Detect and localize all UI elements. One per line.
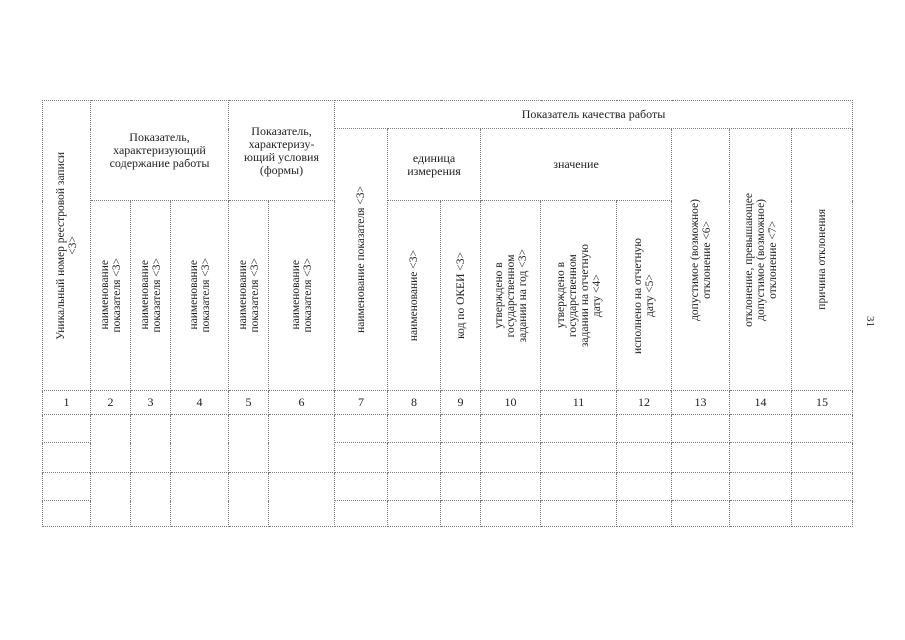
- table-cell: [171, 473, 229, 527]
- header-approved-date: утверждено в государственном задании на отчетную дату <4>: [541, 201, 617, 391]
- column-number: 6: [269, 391, 335, 415]
- column-number-row: [43, 391, 853, 415]
- header-col5: наименование показателя <3>: [229, 201, 269, 391]
- header-col2: наименование показателя <3>: [91, 201, 131, 391]
- column-number: 5: [229, 391, 269, 415]
- table-cell: [541, 443, 617, 473]
- header-unit-name: наименование <3>: [388, 201, 441, 391]
- header-registry-number: Уникальный номер реестровой записи <3>: [43, 101, 91, 391]
- table-cell: [43, 443, 91, 473]
- table-cell: [91, 415, 131, 473]
- table-cell: [730, 415, 792, 443]
- table-cell: [617, 415, 672, 443]
- table-cell: [335, 443, 388, 473]
- quality-indicators-table: [42, 100, 853, 527]
- column-number: 13: [672, 391, 730, 415]
- table-cell: [672, 501, 730, 527]
- table-cell: [388, 501, 441, 527]
- table-cell: [171, 415, 229, 473]
- table-cell: [335, 415, 388, 443]
- table-cell: [388, 415, 441, 443]
- header-col6: наименование показателя <3>: [269, 201, 335, 391]
- table-cell: [792, 415, 853, 443]
- header-okei-code: код по ОКЕИ <3>: [441, 201, 481, 391]
- column-number: 8: [388, 391, 441, 415]
- column-number: 2: [91, 391, 131, 415]
- table-cell: [481, 415, 541, 443]
- table-cell: [441, 415, 481, 443]
- table-cell: [335, 473, 388, 501]
- table-cell: [91, 473, 131, 527]
- column-number: 4: [171, 391, 229, 415]
- column-number: 7: [335, 391, 388, 415]
- header-executed-date: исполнено на отчетную дату <5>: [617, 201, 672, 391]
- column-number: 9: [441, 391, 481, 415]
- table-cell: [541, 415, 617, 443]
- table-cell: [617, 501, 672, 527]
- table-cell: [792, 501, 853, 527]
- table-cell: [541, 473, 617, 501]
- table-cell: [617, 473, 672, 501]
- table-cell: [481, 473, 541, 501]
- column-number: 10: [481, 391, 541, 415]
- header-allowed-deviation: допустимое (возможное) отклонение <6>: [672, 129, 730, 391]
- header-indicator-name: наименование показателя <3>: [335, 129, 388, 391]
- table-cell: [672, 443, 730, 473]
- header-conditions-indicator: Показатель, характеризу- ющий условия (формы): [229, 101, 335, 201]
- header-content-indicator: Показатель, характеризующий содержание работы: [91, 101, 229, 201]
- table-cell: [481, 443, 541, 473]
- table-cell: [43, 501, 91, 527]
- table-cell: [229, 473, 269, 527]
- table-cell: [229, 415, 269, 473]
- table-row: [43, 473, 853, 501]
- table-cell: [269, 415, 335, 473]
- column-number: 12: [617, 391, 672, 415]
- page-number: 31: [864, 316, 876, 327]
- table-cell: [441, 473, 481, 501]
- table-cell: [481, 501, 541, 527]
- table-cell: [43, 415, 91, 443]
- header-deviation-reason: причина отклонения: [792, 129, 853, 391]
- table-cell: [730, 473, 792, 501]
- table-cell: [792, 443, 853, 473]
- table-cell: [269, 473, 335, 527]
- table-cell: [617, 443, 672, 473]
- table-cell: [730, 501, 792, 527]
- header-exceeding-deviation: отклонение, превышающее допустимое (возможное) отклонение <7>: [730, 129, 792, 391]
- table-row: [43, 415, 853, 443]
- table-cell: [335, 501, 388, 527]
- header-quality-indicator: Показатель качества работы: [335, 101, 853, 129]
- table-cell: [730, 443, 792, 473]
- header-value: значение: [481, 129, 672, 201]
- table-cell: [388, 473, 441, 501]
- table-cell: [441, 501, 481, 527]
- header-approved-year: утверждено в государственном задании на год <3>: [481, 201, 541, 391]
- header-col4: наименование показателя <3>: [171, 201, 229, 391]
- table-cell: [672, 415, 730, 443]
- column-number: 1: [43, 391, 91, 415]
- table-cell: [131, 473, 171, 527]
- column-number: 11: [541, 391, 617, 415]
- header-units: единица измерения: [388, 129, 481, 201]
- table-cell: [131, 415, 171, 473]
- column-number: 3: [131, 391, 171, 415]
- table-cell: [441, 443, 481, 473]
- table-cell: [672, 473, 730, 501]
- table-cell: [541, 501, 617, 527]
- column-number: 15: [792, 391, 853, 415]
- table-cell: [388, 443, 441, 473]
- column-number: 14: [730, 391, 792, 415]
- header-col3: наименование показателя <3>: [131, 201, 171, 391]
- table-cell: [792, 473, 853, 501]
- table-cell: [43, 473, 91, 501]
